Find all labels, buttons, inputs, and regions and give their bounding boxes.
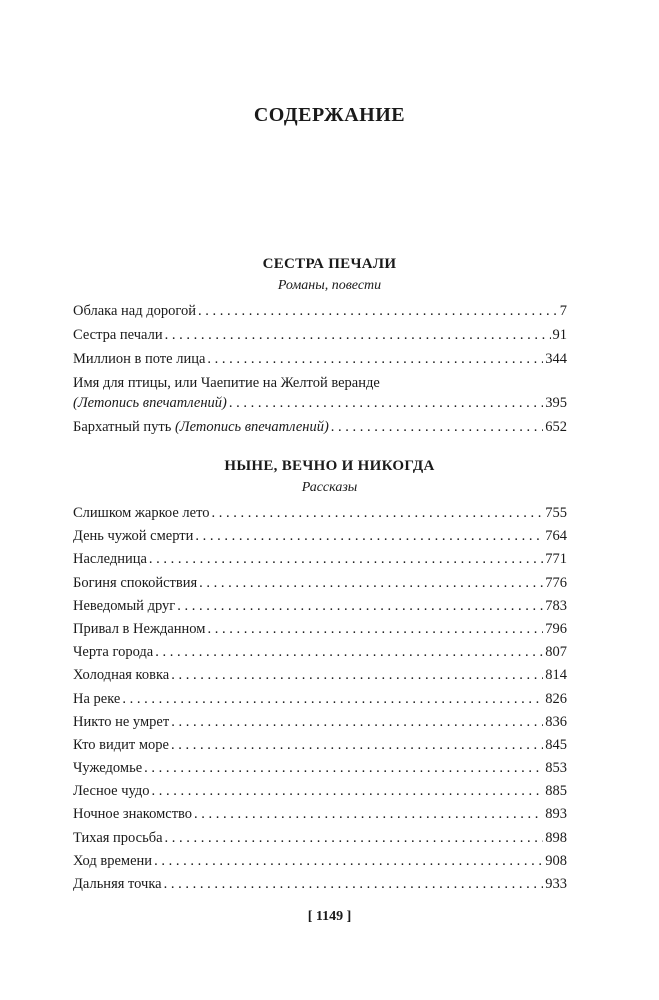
toc-entry[interactable] — [73, 805, 567, 824]
toc-entry-page: 853 — [545, 760, 567, 777]
toc-entry[interactable] — [73, 829, 567, 848]
leader-dots — [207, 620, 543, 639]
toc-entry-page: 898 — [545, 829, 567, 846]
leader-dots — [164, 875, 544, 894]
toc-entry-title: Черта города — [73, 644, 154, 661]
toc-entry-title: Привал в Нежданном — [73, 620, 206, 637]
leader-dots — [165, 829, 544, 848]
leader-dots — [151, 782, 543, 801]
toc-entry-title: Холодная ковка — [73, 667, 170, 684]
page-number: [ 1149 ] — [307, 909, 352, 924]
toc-entry-page: 845 — [545, 736, 567, 753]
toc-entry-page: 796 — [545, 620, 567, 637]
toc-entry[interactable] — [73, 620, 567, 639]
toc-entry-page: 395 — [545, 395, 567, 411]
toc-entry-title: Дальняя точка — [73, 876, 162, 892]
toc-entry-title: Богиня спокойствия — [73, 574, 198, 591]
toc-entry[interactable] — [73, 527, 567, 546]
toc-entry[interactable] — [73, 597, 567, 616]
toc-entry-title: Ночное знакомство — [73, 806, 193, 823]
leader-dots — [154, 852, 543, 871]
toc-entry[interactable] — [73, 504, 567, 523]
toc-entry-title: Кто видит море — [73, 736, 169, 753]
toc-entry-page: 344 — [545, 351, 567, 367]
toc-entry[interactable] — [73, 690, 567, 709]
toc-entry[interactable] — [73, 350, 567, 369]
toc-entry-title: Никто не умрет — [73, 713, 170, 730]
toc-entry-title: Неведомый друг — [73, 597, 176, 614]
toc-entry-page: 908 — [545, 852, 567, 869]
leader-dots — [122, 690, 543, 709]
leader-dots — [171, 713, 543, 732]
toc-entry-title: Имя для птицы, или Чаепитие на Желтой веранде — [73, 375, 380, 391]
leader-dots — [211, 504, 543, 523]
toc-entry-title: Наследница — [73, 551, 147, 568]
toc-entry-page: 771 — [545, 551, 567, 568]
toc-entry-page: 776 — [545, 574, 567, 591]
toc-entry[interactable] — [73, 875, 567, 894]
toc-entry-page: 807 — [545, 644, 567, 661]
toc-entry-page: 933 — [545, 876, 567, 892]
section-subtitle: Рассказы — [301, 480, 358, 495]
toc-entry[interactable] — [73, 302, 567, 321]
toc-entry[interactable] — [73, 550, 567, 569]
leader-dots — [199, 574, 543, 593]
leader-dots — [155, 643, 543, 662]
leader-dots — [165, 326, 551, 345]
toc-entry[interactable] — [73, 418, 567, 437]
section-header-2 — [0, 456, 659, 498]
toc-entry[interactable] — [73, 782, 567, 801]
toc-entry-page: 885 — [545, 783, 567, 800]
toc-entry-page: 652 — [545, 419, 567, 435]
page-title: СОДЕРЖАНИЕ — [253, 104, 406, 126]
section-header-1 — [0, 254, 659, 296]
toc-entry-page: 764 — [545, 528, 567, 545]
toc-entry-page: 814 — [545, 667, 567, 684]
toc-entry-title: Ход времени — [73, 852, 153, 869]
toc-entry-title: Бархатный путь — [73, 419, 172, 435]
toc-entry[interactable] — [73, 643, 567, 662]
leader-dots — [177, 597, 543, 616]
toc-entry-title: Тихая просьба — [73, 829, 163, 846]
toc-entry[interactable] — [73, 713, 567, 732]
toc-entry-page: 7 — [559, 303, 567, 319]
toc-entry-title-italic: (Летопись впечатлений) — [73, 395, 227, 411]
toc-entry[interactable] — [73, 759, 567, 778]
toc-entry-title: Облака над дорогой — [73, 303, 196, 319]
section-subtitle: Романы, повести — [277, 278, 382, 293]
toc-entry-title: Слишком жаркое лето — [73, 505, 210, 521]
toc-entry-title: Лесное чудо — [73, 783, 150, 800]
toc-entry-title: На реке — [73, 690, 121, 707]
toc-entry[interactable] — [73, 574, 567, 593]
toc-entry-page: 783 — [545, 597, 567, 614]
section-title: СЕСТРА ПЕЧАЛИ — [262, 256, 397, 272]
toc-entry-page: 91 — [552, 327, 567, 343]
leader-dots — [229, 394, 543, 413]
toc-entry-page: 755 — [545, 505, 567, 521]
leader-dots — [149, 550, 543, 569]
leader-dots — [194, 805, 543, 824]
toc-section-2 — [73, 504, 567, 894]
toc-entry[interactable] — [73, 666, 567, 685]
toc-entry[interactable] — [73, 736, 567, 755]
toc-entry[interactable] — [73, 326, 567, 345]
toc-entry-title: Чужедомье — [73, 760, 143, 777]
toc-entry-page: 893 — [545, 806, 567, 823]
section-title: НЫНЕ, ВЕЧНО И НИКОГДА — [224, 458, 435, 474]
toc-entry-title: День чужой смерти — [73, 528, 194, 545]
leader-dots — [207, 350, 543, 369]
toc-entry-title: Миллион в поте лица — [73, 351, 206, 367]
leader-dots — [195, 527, 543, 546]
leader-dots — [198, 302, 558, 321]
leader-dots — [144, 759, 543, 778]
leader-dots — [171, 736, 543, 755]
toc-entry[interactable] — [73, 852, 567, 871]
toc-section-1 — [73, 302, 567, 437]
toc-entry-page: 836 — [545, 713, 567, 730]
leader-dots — [171, 666, 543, 685]
leader-dots — [331, 418, 543, 437]
toc-entry[interactable] — [73, 374, 567, 413]
toc-entry-title-italic: (Летопись впечатлений) — [174, 419, 329, 435]
toc-entry-page: 826 — [545, 690, 567, 707]
toc-entry-title: Сестра печали — [73, 327, 163, 343]
